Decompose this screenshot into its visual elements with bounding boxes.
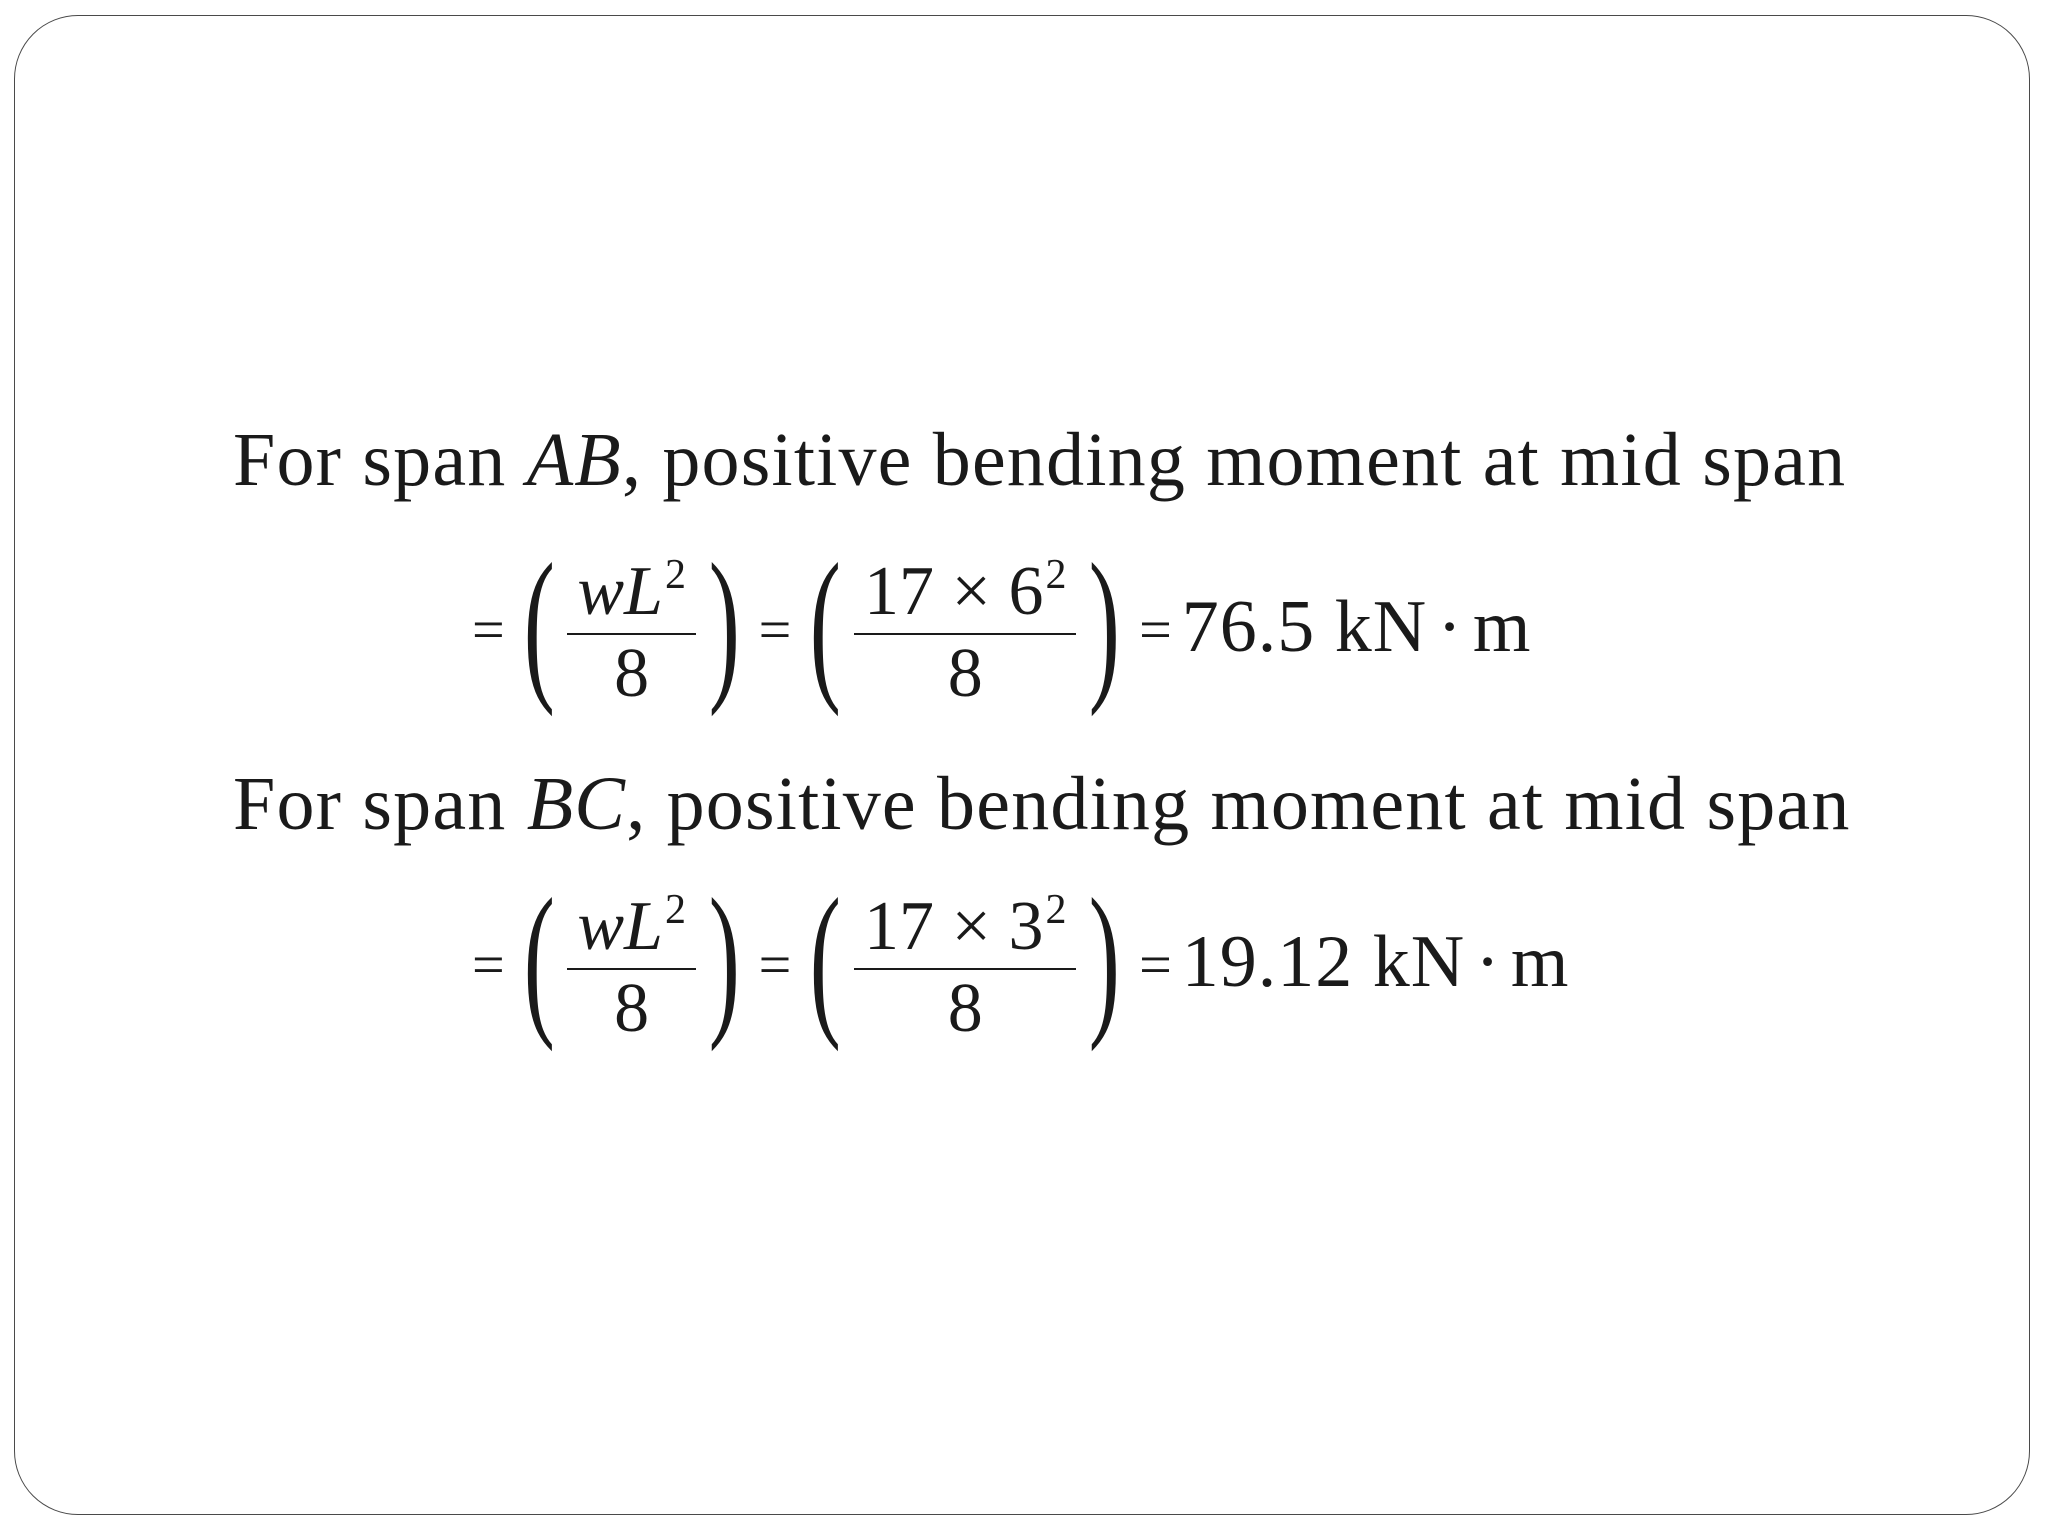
substitution-numerator [854,887,1076,970]
formula-numerator [567,887,696,970]
substitution-fraction [854,552,1076,712]
equals-sign: = [758,931,792,997]
equals-sign: = [758,596,792,662]
right-paren: ) [708,529,740,717]
span-bc-statement [233,762,1851,846]
left-paren: ( [810,864,842,1052]
equals-sign: = [1139,931,1172,997]
span-bc-equation [466,864,1570,1068]
substitution-exponent: 2 [1045,887,1067,933]
result-value: 76.5 [1181,585,1316,668]
equals-sign: = [1139,596,1172,662]
load-symbol: w [577,553,625,630]
substitution-fraction [854,887,1076,1047]
substitution-exponent: 2 [1045,552,1067,598]
formula-denominator: 8 [614,635,650,712]
length-symbol: L [624,553,663,630]
formula-denominator: 8 [614,970,650,1047]
length-symbol: L [624,888,663,965]
load-value: 17 [863,553,934,630]
times-sign: × [951,553,991,630]
span-ab-intro-suffix: , positive bending moment at mid span [621,418,1847,502]
formula-fraction [567,887,696,1047]
left-paren: ( [810,529,842,717]
span-ab-intro-prefix: For span [233,418,527,502]
result-unit-kn: kN [1372,920,1466,1003]
result-unit-kn: kN [1334,585,1428,668]
right-paren: ) [1089,529,1121,717]
times-sign: × [951,888,991,965]
unit-dot: · [1475,920,1501,1003]
span-bc-result [1182,920,1570,1005]
right-paren: ) [708,864,740,1052]
result-unit-m: m [1510,920,1570,1003]
length-value: 3 [1008,888,1044,965]
formula-exponent: 2 [664,552,686,598]
span-ab-equation [466,529,1532,733]
result-value: 19.12 [1181,920,1354,1003]
span-ab-name: AB [526,418,622,502]
span-bc-intro-prefix: For span [233,762,527,846]
result-unit-m: m [1472,585,1532,668]
span-ab-result [1182,585,1532,670]
span-bc-name: BC [526,762,627,846]
formula-exponent: 2 [664,887,686,933]
substitution-denominator: 8 [947,635,983,712]
formula-fraction [567,552,696,712]
right-paren: ) [1089,864,1121,1052]
formula-numerator [567,552,696,635]
span-ab-statement [233,418,1847,502]
left-paren: ( [523,529,555,717]
left-paren: ( [523,864,555,1052]
equals-sign: = [472,596,505,662]
load-value: 17 [863,888,934,965]
span-bc-intro-suffix: , positive bending moment at mid span [626,762,1851,846]
unit-dot: · [1437,585,1463,668]
length-value: 6 [1008,553,1044,630]
equals-sign: = [472,931,505,997]
load-symbol: w [577,888,625,965]
substitution-denominator: 8 [947,970,983,1047]
substitution-numerator [854,552,1076,635]
